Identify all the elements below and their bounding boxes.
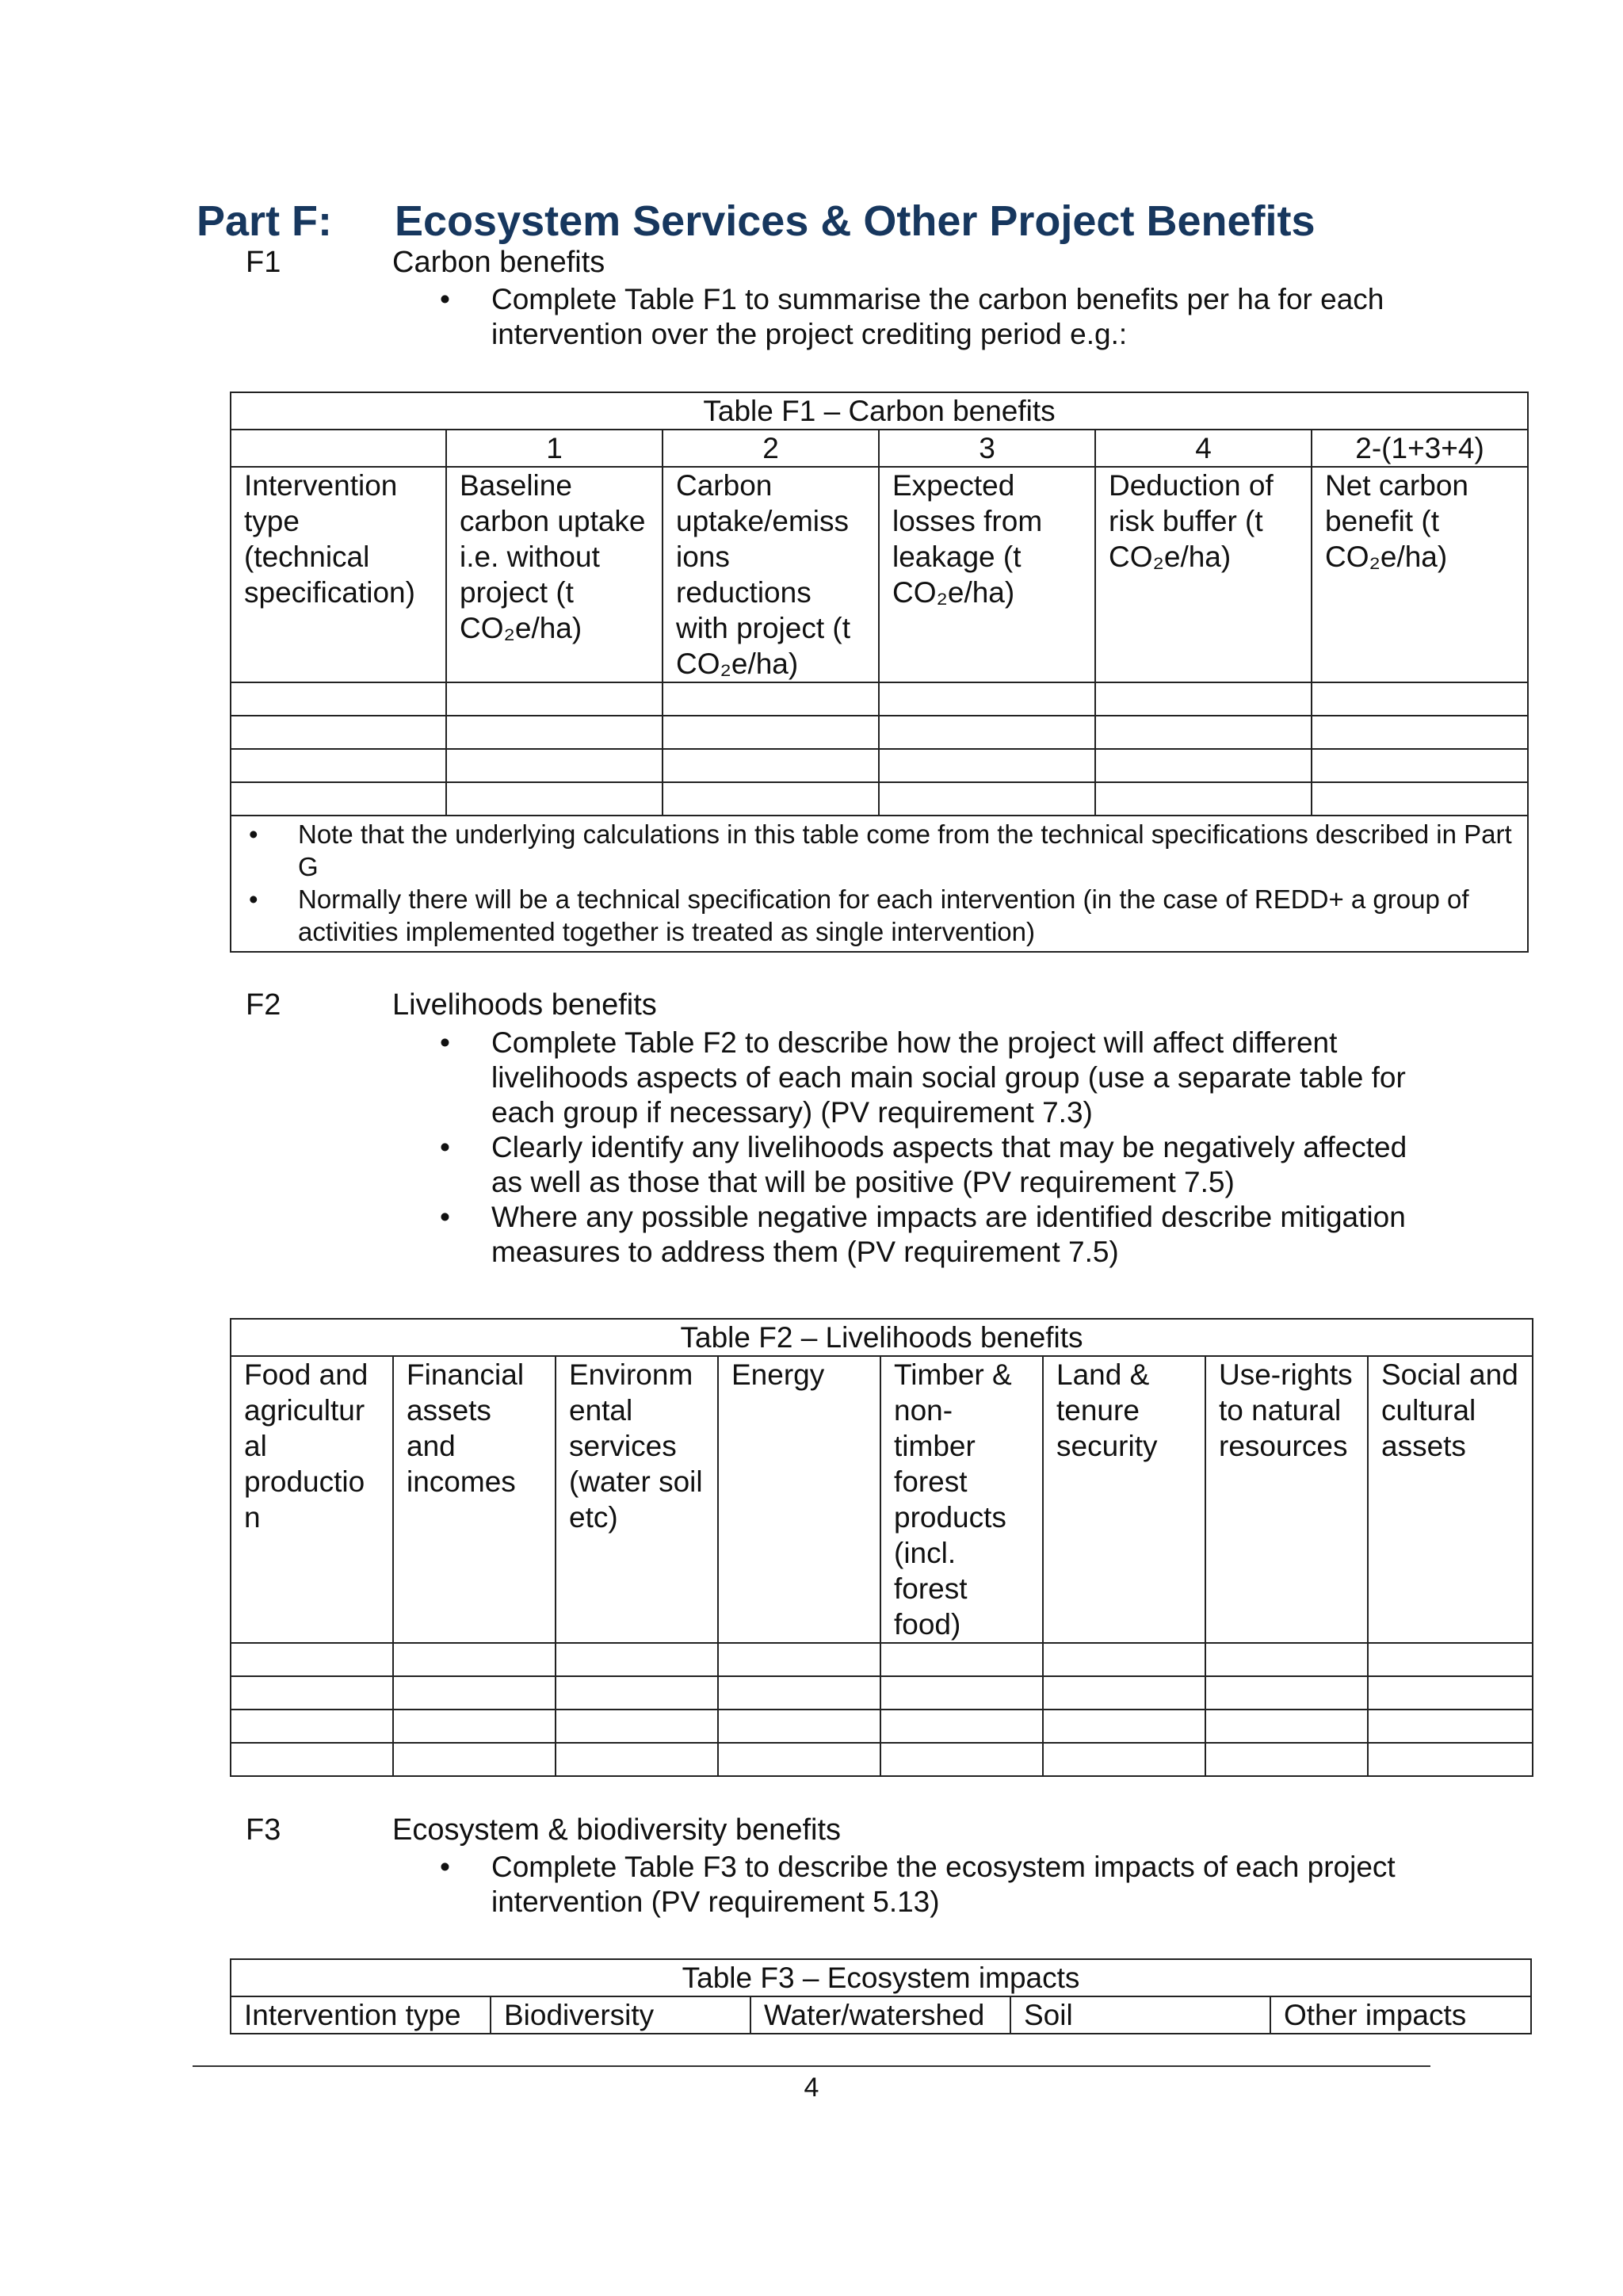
- table-f1-colnum: 1: [446, 430, 663, 467]
- page-number: 4: [804, 2073, 819, 2103]
- table-f1-header: Expected losses from leakage (t CO₂e/ha): [879, 467, 1095, 682]
- table-f1-colnum: 4: [1095, 430, 1312, 467]
- table-f1-header: Baseline carbon uptake i.e. without project (t CO₂e/ha): [446, 467, 663, 682]
- section-f3-bullets: [440, 1850, 1423, 1920]
- table-f2-header: Social and cultural assets: [1368, 1356, 1533, 1643]
- table-row: [231, 1676, 1533, 1710]
- table-f2-header: Food and agricultur al productio n: [231, 1356, 393, 1643]
- list-item: • Normally there will be a technical specification for each intervention (in the case of REDD+ a group of activities implemented together is treated as single intervention): [242, 883, 1516, 948]
- table-f1-header: Deduction of risk buffer (t CO₂e/ha): [1095, 467, 1312, 682]
- table-f2-header: Use-rights to natural resources: [1205, 1356, 1368, 1643]
- table-row: [231, 716, 1528, 749]
- table-f3: [230, 1958, 1532, 2034]
- section-f3-title: Ecosystem & biodiversity benefits: [392, 1813, 842, 1847]
- list-item: • Clearly identify any livelihoods aspects that may be negatively affected as well as those that will be positive (PV requirement 7.5): [440, 1130, 1423, 1200]
- table-f1-colnum: 2: [663, 430, 879, 467]
- section-f2-bullets: [440, 1026, 1423, 1270]
- table-f3-header: Water/watershed: [750, 1996, 1010, 2034]
- section-f2-title: Livelihoods benefits: [392, 988, 657, 1022]
- table-f2-caption: Table F2 – Livelihoods benefits: [231, 1319, 1533, 1356]
- footer-divider: [193, 2065, 1430, 2067]
- table-f1-caption: Table F1 – Carbon benefits: [231, 392, 1528, 430]
- table-f1-colnum: 3: [879, 430, 1095, 467]
- table-f3-caption: Table F3 – Ecosystem impacts: [231, 1959, 1531, 1996]
- section-f2-number: F2: [246, 988, 281, 1022]
- table-f3-header: Other impacts: [1270, 1996, 1531, 2034]
- section-f1-bullets: [440, 282, 1423, 352]
- table-f1-header: Intervention type (technical specification): [231, 467, 446, 682]
- list-item: • Complete Table F2 to describe how the project will affect different livelihoods aspects of each main social group (use a separate table for each group if necessary) (PV requirement 7.3): [440, 1026, 1423, 1130]
- table-f3-header: Biodiversity: [491, 1996, 750, 2034]
- section-f3-number: F3: [246, 1813, 281, 1847]
- part-title: Ecosystem Services & Other Project Benefits: [395, 197, 1316, 245]
- table-f2: [230, 1318, 1533, 1777]
- table-f1: [230, 392, 1529, 953]
- table-f3-header: Intervention type: [231, 1996, 491, 2034]
- table-row: [231, 782, 1528, 816]
- table-f2-header: Timber & non-timber forest products (incl. forest food): [880, 1356, 1043, 1643]
- table-f1-notes: [231, 816, 1528, 952]
- table-row: [231, 1743, 1533, 1776]
- part-label: Part F:: [197, 197, 333, 245]
- table-f1-header: Net carbon benefit (t CO₂e/ha): [1312, 467, 1528, 682]
- table-f3-header: Soil: [1010, 1996, 1270, 2034]
- table-f2-header: Financial assets and incomes: [393, 1356, 556, 1643]
- table-row: [231, 1710, 1533, 1743]
- table-row: [231, 682, 1528, 716]
- section-f1-title: Carbon benefits: [392, 246, 605, 279]
- list-item: • Complete Table F3 to describe the ecosystem impacts of each project intervention (PV requirement 5.13): [440, 1850, 1423, 1920]
- table-row: [231, 1643, 1533, 1676]
- list-item: • Where any possible negative impacts are identified describe mitigation measures to address them (PV requirement 7.5): [440, 1200, 1423, 1270]
- table-f1-colnum: 2-(1+3+4): [1312, 430, 1528, 467]
- table-f1-header: Carbon uptake/emiss ions reductions with project (t CO₂e/ha): [663, 467, 879, 682]
- table-f2-header: Energy: [718, 1356, 880, 1643]
- list-item: • Note that the underlying calculations in this table come from the technical specifications described in Part G: [242, 818, 1516, 883]
- list-item: • Complete Table F1 to summarise the carbon benefits per ha for each intervention over the project crediting period e.g.:: [440, 282, 1423, 352]
- table-f1-colnum: [231, 430, 446, 467]
- table-row: [231, 749, 1528, 782]
- section-f1-number: F1: [246, 246, 281, 279]
- table-f2-header: Environm ental services (water soil etc): [556, 1356, 718, 1643]
- table-f2-header: Land & tenure security: [1043, 1356, 1205, 1643]
